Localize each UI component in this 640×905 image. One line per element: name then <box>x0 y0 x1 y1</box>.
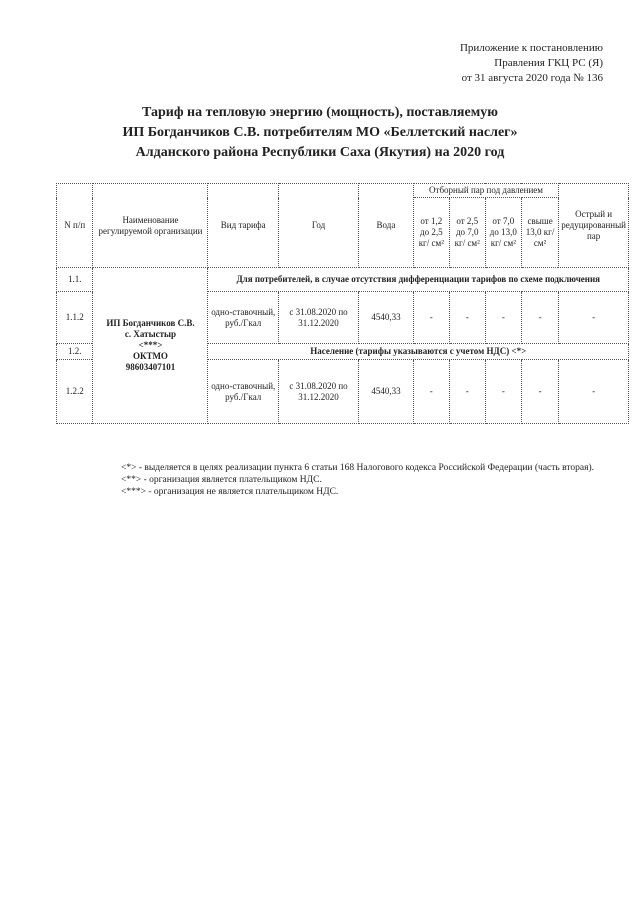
row-num: 1.2. <box>57 344 93 360</box>
title-line-1: Тариф на тепловую энергию (мощность), поставляемую <box>142 105 498 120</box>
title-line-2: ИП Богданчиков С.В. потребителям МО «Беллетский наслег» <box>122 125 518 140</box>
header-pressure-4: свыше 13,0 кг/ см² <box>521 198 558 268</box>
header-year: Год <box>278 184 358 268</box>
pressure-1-value: - <box>413 360 449 424</box>
row-num: 1.1.2 <box>57 292 93 344</box>
pressure-4-value: - <box>521 292 558 344</box>
pressure-2-value: - <box>449 292 485 344</box>
approval-line-1: Приложение к постановлению <box>459 42 603 54</box>
title-line-3: Алданского района Республики Саха (Якутия) на 2020 год <box>135 145 505 160</box>
header-org: Наименование регулируемой организации <box>93 184 208 268</box>
org-cell <box>93 268 208 424</box>
header-pressure-2: от 2,5 до 7,0 кг/ см² <box>449 198 485 268</box>
header-num: N п/п <box>57 184 93 268</box>
header-pressure-1: от 1,2 до 2,5 кг/ см² <box>413 198 449 268</box>
approval-line-3: от 31 августа 2020 года № 136 <box>461 72 603 84</box>
sharp-steam-value: - <box>559 360 629 424</box>
tariff-table <box>56 183 629 424</box>
document-title <box>60 103 580 163</box>
org-mark: <***> <box>138 340 163 350</box>
oktmo-label: ОКТМО <box>133 351 168 361</box>
tariff-period: с 31.08.2020 по 31.12.2020 <box>278 292 358 344</box>
pressure-2-value: - <box>449 360 485 424</box>
approval-note <box>460 41 603 86</box>
approval-line-2: Правления ГКЦ РС (Я) <box>494 57 603 69</box>
tariff-kind: одно-ставочный, руб./Гкал <box>208 360 278 424</box>
header-water: Вода <box>359 184 414 268</box>
header-kind: Вид тарифа <box>208 184 278 268</box>
water-value: 4540,33 <box>359 292 414 344</box>
pressure-3-value: - <box>485 292 521 344</box>
footnote-1: <*> - выделяется в целях реализации пункта 6 статьи 168 Налогового кодекса Российской Федерации (часть вторая). <box>121 463 595 473</box>
oktmo-code: 98603407101 <box>125 362 176 372</box>
footnote-3: <***> - организация не является плательщиком НДС. <box>121 487 339 497</box>
sharp-steam-value: - <box>559 292 629 344</box>
pressure-3-value: - <box>485 360 521 424</box>
table-row <box>57 268 629 292</box>
row-num: 1.1. <box>57 268 93 292</box>
header-pressure-3: от 7,0 до 13,0 кг/ см² <box>485 198 521 268</box>
footnotes <box>80 462 620 498</box>
section-header: Население (тарифы указываются с учетом НДС) <*> <box>208 344 629 360</box>
pressure-4-value: - <box>521 360 558 424</box>
header-steam-group: Отборный пар под давлением <box>413 184 558 198</box>
footnote-2: <**> - организация является плательщиком НДС. <box>121 475 322 485</box>
pressure-1-value: - <box>413 292 449 344</box>
water-value: 4540,33 <box>359 360 414 424</box>
header-sharp-steam: Острый и редуцированный пар <box>559 184 629 268</box>
section-header: Для потребителей, в случае отсутствия дифференциации тарифов по схеме подключения <box>208 268 629 292</box>
org-name: ИП Богданчиков С.В. <box>106 318 195 328</box>
tariff-period: с 31.08.2020 по 31.12.2020 <box>278 360 358 424</box>
row-num: 1.2.2 <box>57 360 93 424</box>
tariff-kind: одно-ставочный, руб./Гкал <box>208 292 278 344</box>
org-place: с. Хатыстыр <box>124 329 177 339</box>
table-header-row <box>57 184 629 198</box>
